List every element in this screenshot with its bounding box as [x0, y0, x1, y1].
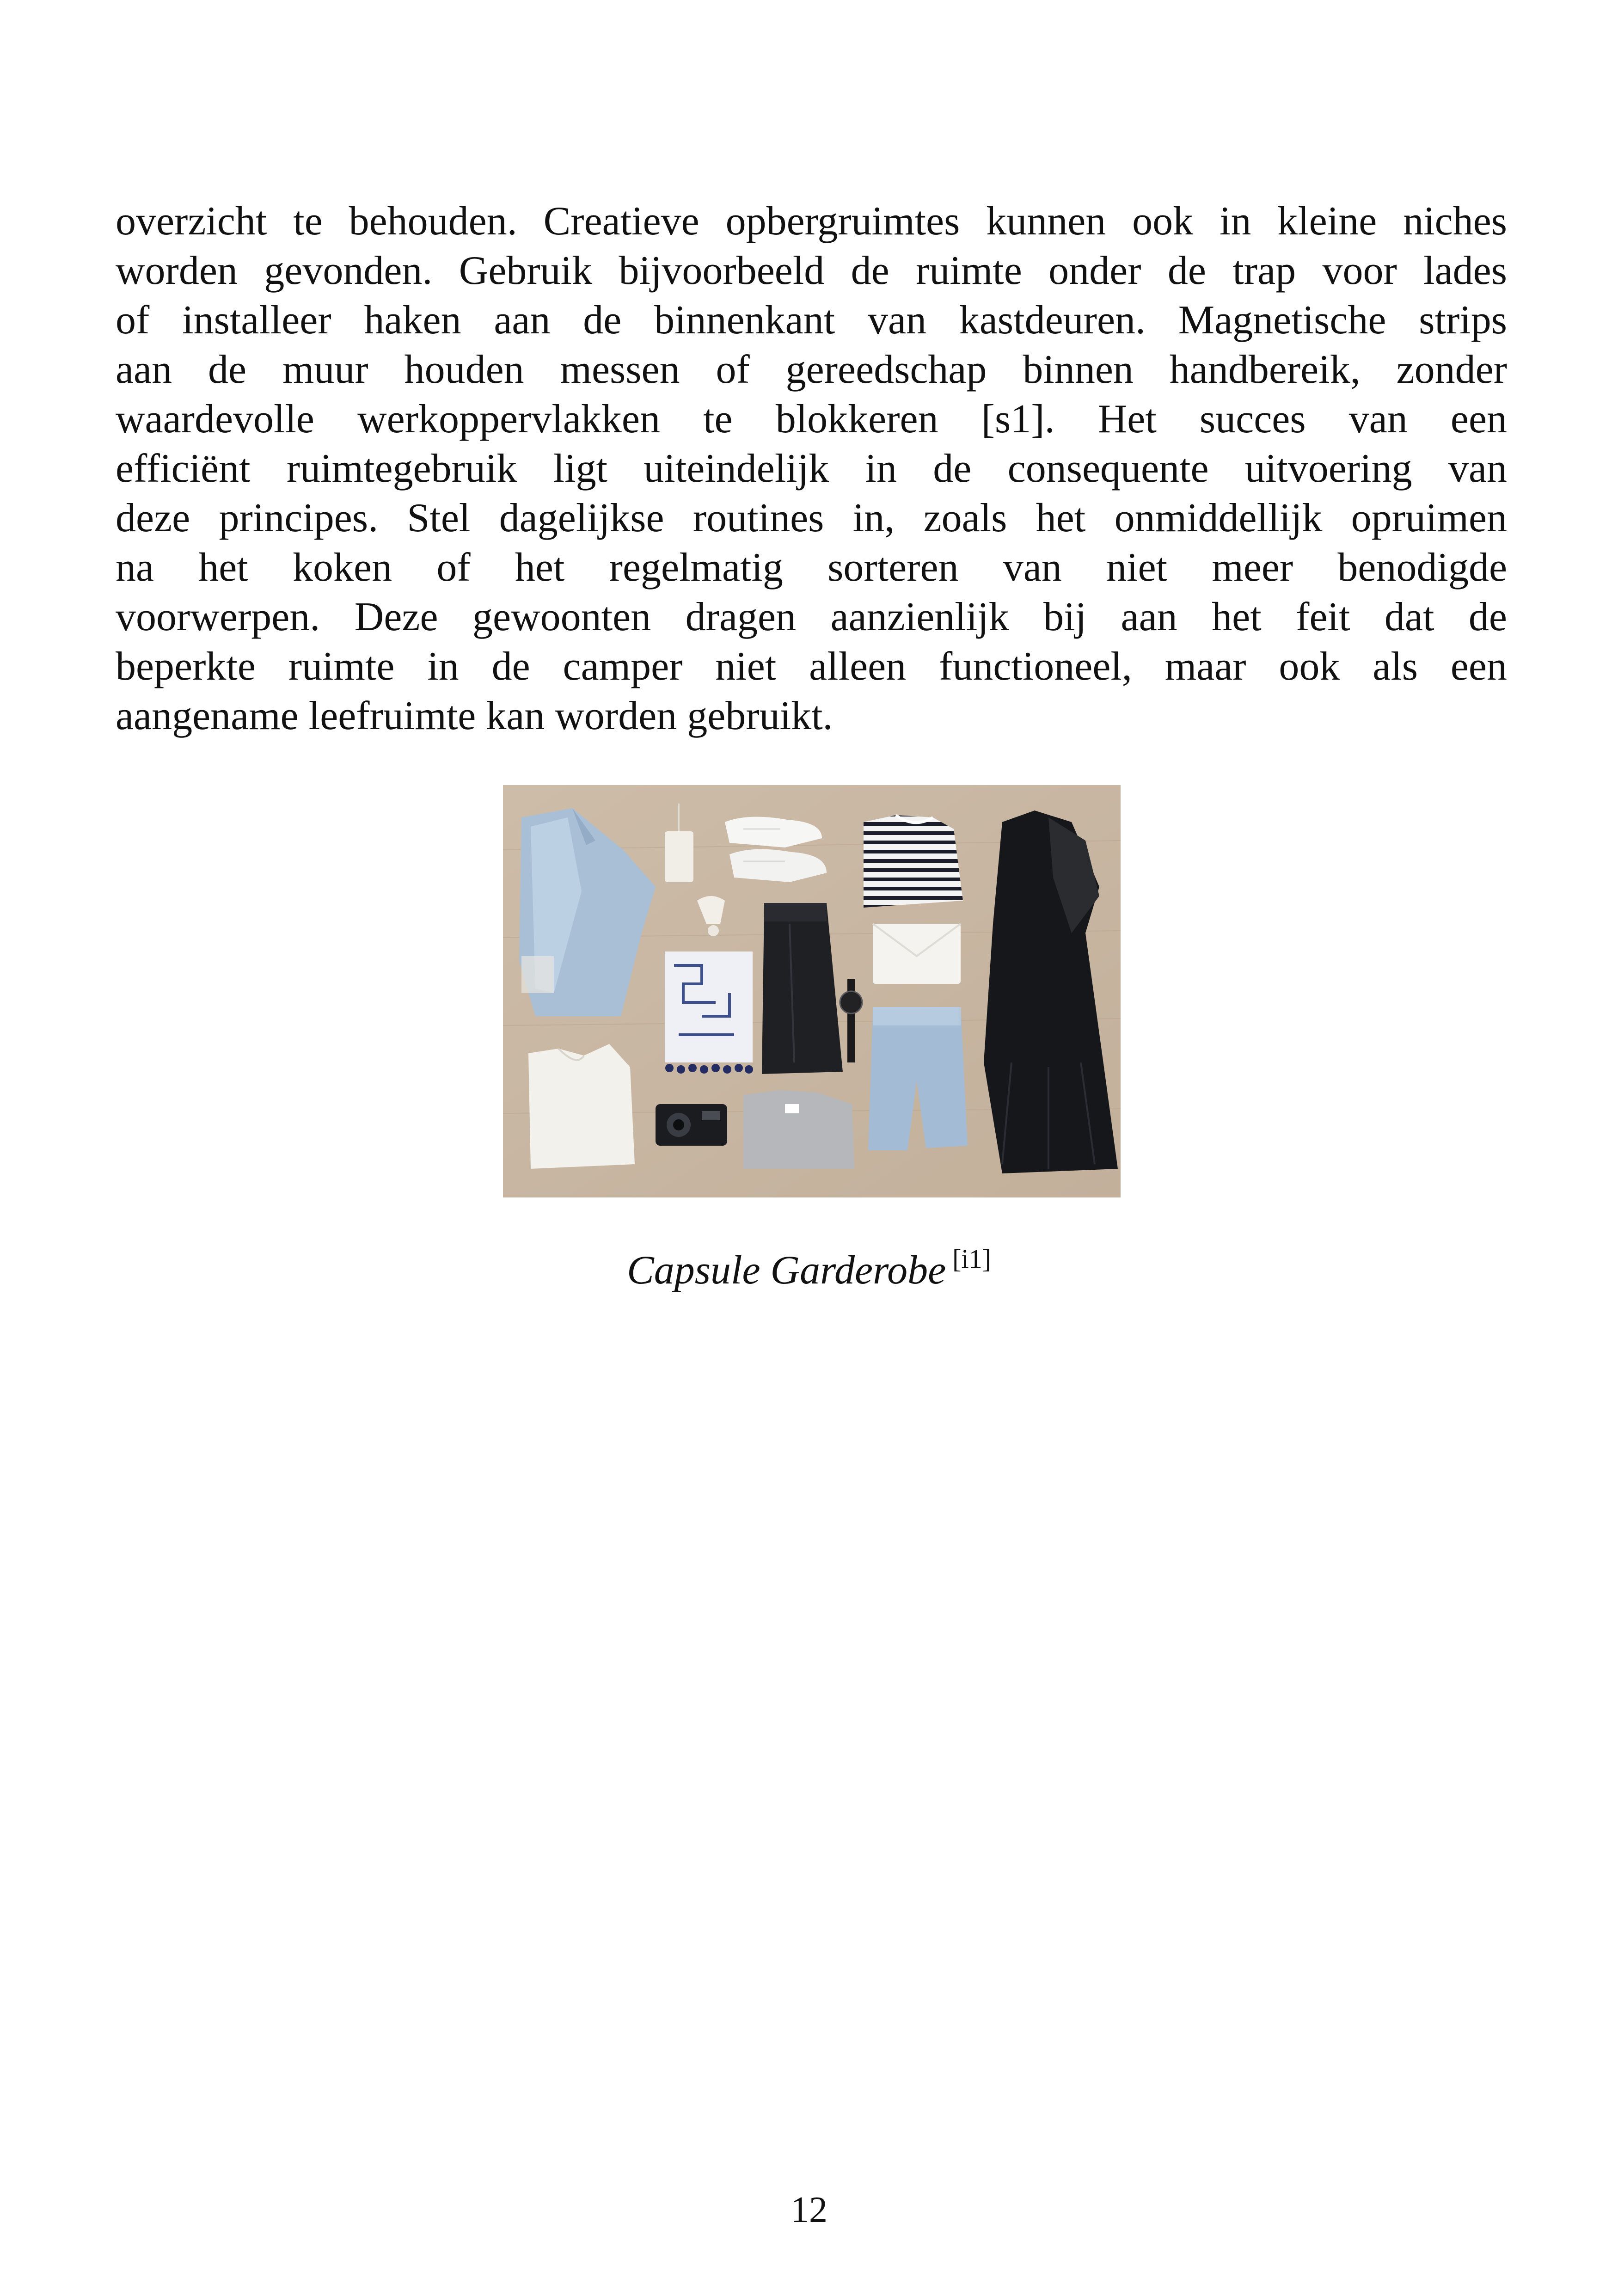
- capsule-wardrobe-photo: [503, 785, 1121, 1197]
- text-line: overzicht te behouden. Creatieve opbergruimtes kunnen ook in kleine niches: [116, 199, 1507, 244]
- text-line: na het koken of het regelmatig sorteren van niet meer benodigde: [116, 545, 1507, 590]
- patterned-scarf: [665, 952, 753, 1074]
- text-line: deze principes. Stel dagelijkse routines in, zoals het onmiddellijk opruimen: [116, 496, 1507, 540]
- caption-text: Capsule Garderobe: [627, 1248, 946, 1293]
- grey-tshirt: [743, 1090, 854, 1169]
- page-number: 12: [791, 2190, 827, 2230]
- striped-top: [864, 815, 963, 908]
- figure-caption: [0, 1234, 1618, 1296]
- white-sweater: [528, 1044, 635, 1169]
- text-line: beperkte ruimte in de camper niet alleen functioneel, maar ook als een: [116, 644, 1507, 689]
- camera: [656, 1104, 727, 1146]
- text-line: of installeer haken aan de binnenkant van kastdeuren. Magnetische strips: [116, 298, 1507, 343]
- flatlay-illustration: [503, 785, 1121, 1197]
- text-line: waardevolle werkoppervlakken te blokkeren [s1]. Het succes van een: [116, 397, 1507, 442]
- caption-reference[interactable]: [i1]: [952, 1244, 991, 1274]
- text-line: voorwerpen. Deze gewoonten dragen aanzienlijk bij aan het feit dat de: [116, 595, 1507, 639]
- text-line: efficiënt ruimtegebruik ligt uiteindelijk in de consequente uitvoering van: [116, 446, 1507, 491]
- white-clutch: [873, 924, 961, 984]
- text-line: aan de muur houden messen of gereedschap binnen handbereik, zonder: [116, 347, 1507, 392]
- body-paragraph: [116, 196, 1507, 741]
- text-line: aangename leefruimte kan worden gebruikt.: [116, 694, 833, 738]
- text-line: worden gevonden. Gebruik bijvoorbeeld de ruimte onder de trap voor lades: [116, 248, 1507, 293]
